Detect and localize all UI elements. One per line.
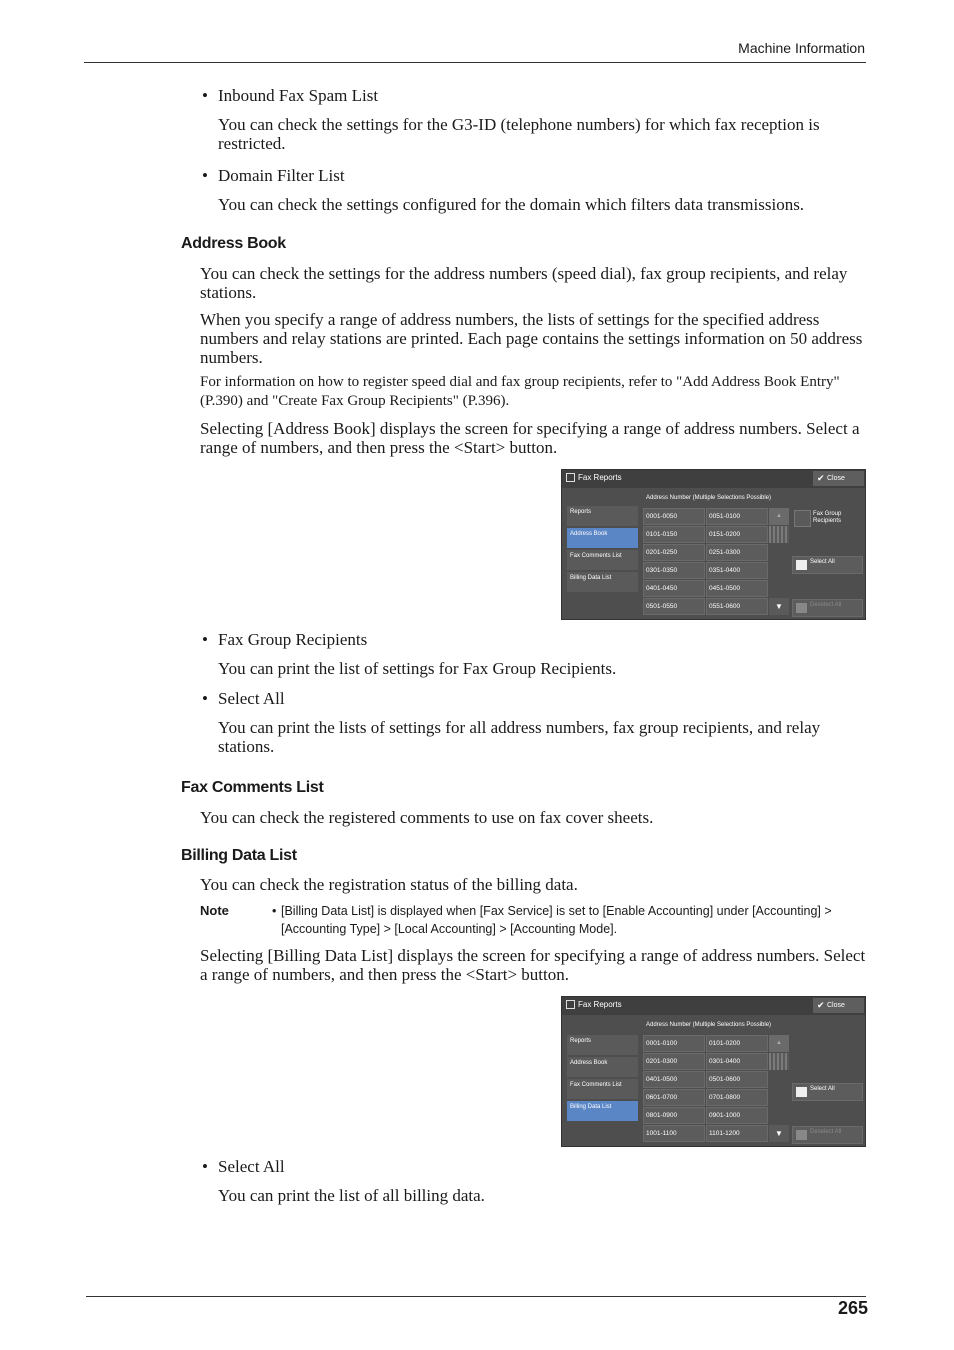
range-cell[interactable]: 0001-0100 bbox=[643, 1035, 705, 1052]
section-heading-billing-data: Billing Data List bbox=[181, 847, 297, 864]
range-cell[interactable]: 0451-0500 bbox=[706, 580, 768, 597]
paragraph: When you specify a range of address numbers, the lists of settings for the specified address numbers and relay stations are printed. Each page contains the settings information on 50 address numbers. bbox=[200, 310, 863, 367]
fax-reports-screen-address-book: Fax Reports ✔ Close Address Number (Multiple Selections Possible) Reports Address Book Fax Comments List Billing Data List 0001-0050 0101-0150 0201-0250 0301-0350 0401-0450 0501-0550 0051-0100 0151-0200 0251-0300 0351-0400 0451-0500 0551-0600 ▲ ▼ Fax Group Recipients Select All Deselect All bbox=[561, 469, 866, 620]
close-button[interactable]: ✔ Close bbox=[813, 998, 864, 1013]
range-cell[interactable]: 1101-1200 bbox=[706, 1125, 768, 1142]
screen-title: Fax Reports bbox=[578, 1000, 622, 1009]
arrow-up-icon[interactable]: ▲ bbox=[769, 508, 789, 525]
range-cell[interactable]: 0301-0350 bbox=[643, 562, 705, 579]
nav-reports[interactable]: Reports bbox=[567, 1035, 638, 1055]
range-cell[interactable]: 0901-1000 bbox=[706, 1107, 768, 1124]
nav-address-book[interactable]: Address Book bbox=[567, 528, 638, 548]
range-cell[interactable]: 0701-0800 bbox=[706, 1089, 768, 1106]
range-cell[interactable]: 0351-0400 bbox=[706, 562, 768, 579]
range-cell[interactable]: 0801-0900 bbox=[643, 1107, 705, 1124]
item-description: You can print the lists of settings for all address numbers, fax group recipients, and relay stations. bbox=[218, 718, 821, 756]
title-bar bbox=[562, 997, 865, 1015]
range-cell[interactable]: 0101-0200 bbox=[706, 1035, 768, 1052]
section-heading-fax-comments: Fax Comments List bbox=[181, 779, 324, 796]
scroll-track[interactable] bbox=[769, 1053, 789, 1070]
scroll-track[interactable] bbox=[769, 526, 789, 543]
nav-reports[interactable]: Reports bbox=[567, 506, 638, 526]
fax-reports-screen-billing bbox=[561, 996, 866, 1147]
nav-fax-comments-list[interactable]: Fax Comments List bbox=[567, 550, 638, 570]
item-description: You can print the list of settings for Fax Group Recipients. bbox=[218, 659, 617, 678]
nav-address-book[interactable]: Address Book bbox=[567, 1057, 638, 1077]
page-number: 265 bbox=[837, 1298, 868, 1318]
note-text: • [Billing Data List] is displayed when [Fax Service] is set to [Enable Accounting] under [Accounting] > [Accounting Type] > [Local Accounting] > [Accounting Mode]. bbox=[272, 904, 832, 936]
nav-fax-comments-list[interactable]: Fax Comments List bbox=[567, 1079, 638, 1099]
paragraph: You can check the settings for the address numbers (speed dial), fax group recipients, and relay stations. bbox=[200, 264, 848, 302]
range-cell[interactable]: 0401-0450 bbox=[643, 580, 705, 597]
deselect-all-icon bbox=[796, 603, 807, 613]
range-cell[interactable]: 0301-0400 bbox=[706, 1053, 768, 1070]
section-heading-address-book: Address Book bbox=[181, 235, 286, 252]
paragraph: You can check the registration status of the billing data. bbox=[200, 875, 578, 894]
note-label: Note bbox=[200, 903, 229, 918]
paragraph: Selecting [Address Book] displays the screen for specifying a range of address numbers. Select a range of numbers, and then press the <Start> button. bbox=[200, 419, 860, 457]
deselect-all-icon bbox=[796, 1130, 807, 1140]
select-all-button[interactable]: Select All bbox=[792, 1083, 863, 1101]
range-cell[interactable]: 0151-0200 bbox=[706, 526, 768, 543]
fax-reports-icon bbox=[566, 1000, 575, 1009]
running-header: Machine Information bbox=[738, 40, 865, 56]
close-button[interactable]: ✔ Close bbox=[813, 471, 864, 486]
nav-billing-data-list[interactable]: Billing Data List bbox=[567, 572, 638, 592]
check-icon: ✔ bbox=[817, 473, 825, 483]
address-number-header: Address Number (Multiple Selections Possible) bbox=[646, 495, 772, 501]
arrow-down-icon[interactable]: ▼ bbox=[769, 1125, 789, 1142]
select-all-button[interactable]: Select All bbox=[792, 556, 863, 574]
address-number-header: Address Number (Multiple Selections Possible) bbox=[646, 1022, 772, 1028]
range-cell[interactable]: 1001-1100 bbox=[643, 1125, 705, 1142]
range-cell[interactable]: 0201-0300 bbox=[643, 1053, 705, 1070]
item-description: You can check the settings configured for the domain which filters data transmissions. bbox=[218, 195, 805, 214]
range-cell[interactable]: 0501-0550 bbox=[643, 598, 705, 615]
deselect-all-button[interactable]: Deselect All bbox=[792, 599, 863, 617]
title-bar bbox=[562, 470, 865, 488]
arrow-up-icon[interactable]: ▲ bbox=[769, 1035, 789, 1052]
item-description: You can print the list of all billing data. bbox=[218, 1186, 485, 1205]
range-cell[interactable]: 0201-0250 bbox=[643, 544, 705, 561]
paragraph: Selecting [Billing Data List] displays the screen for specifying a range of address numbers. Select a range of numbers, and then press the <Start> button. bbox=[200, 946, 866, 984]
item-description: You can check the settings for the G3-ID (telephone numbers) for which fax reception is restricted. bbox=[218, 115, 820, 153]
arrow-down-icon[interactable]: ▼ bbox=[769, 598, 789, 615]
deselect-all-button[interactable]: Deselect All bbox=[792, 1126, 863, 1144]
screen-title: Fax Reports bbox=[578, 473, 622, 482]
range-cell[interactable]: 0601-0700 bbox=[643, 1089, 705, 1106]
footer-rule bbox=[86, 1296, 866, 1297]
range-cell[interactable]: 0001-0050 bbox=[643, 508, 705, 525]
select-all-icon bbox=[796, 1087, 807, 1097]
paragraph: You can check the registered comments to use on fax cover sheets. bbox=[200, 808, 654, 827]
range-cell[interactable]: 0101-0150 bbox=[643, 526, 705, 543]
nav-billing-data-list[interactable]: Billing Data List bbox=[567, 1101, 638, 1121]
check-icon: ✔ bbox=[817, 1000, 825, 1010]
range-cell[interactable]: 0401-0500 bbox=[643, 1071, 705, 1088]
range-cell[interactable]: 0251-0300 bbox=[706, 544, 768, 561]
fax-reports-icon bbox=[566, 473, 575, 482]
range-cell[interactable]: 0551-0600 bbox=[706, 598, 768, 615]
select-all-icon bbox=[796, 560, 807, 570]
range-cell[interactable]: 0501-0600 bbox=[706, 1071, 768, 1088]
range-cell[interactable]: 0051-0100 bbox=[706, 508, 768, 525]
checkbox-icon bbox=[794, 510, 811, 527]
reference-paragraph: For information on how to register speed dial and fax group recipients, refer to "Add Address Book Entry" (P.390) and "Create Fax Group Recipients" (P.396). bbox=[200, 374, 840, 409]
header-rule bbox=[84, 62, 866, 63]
